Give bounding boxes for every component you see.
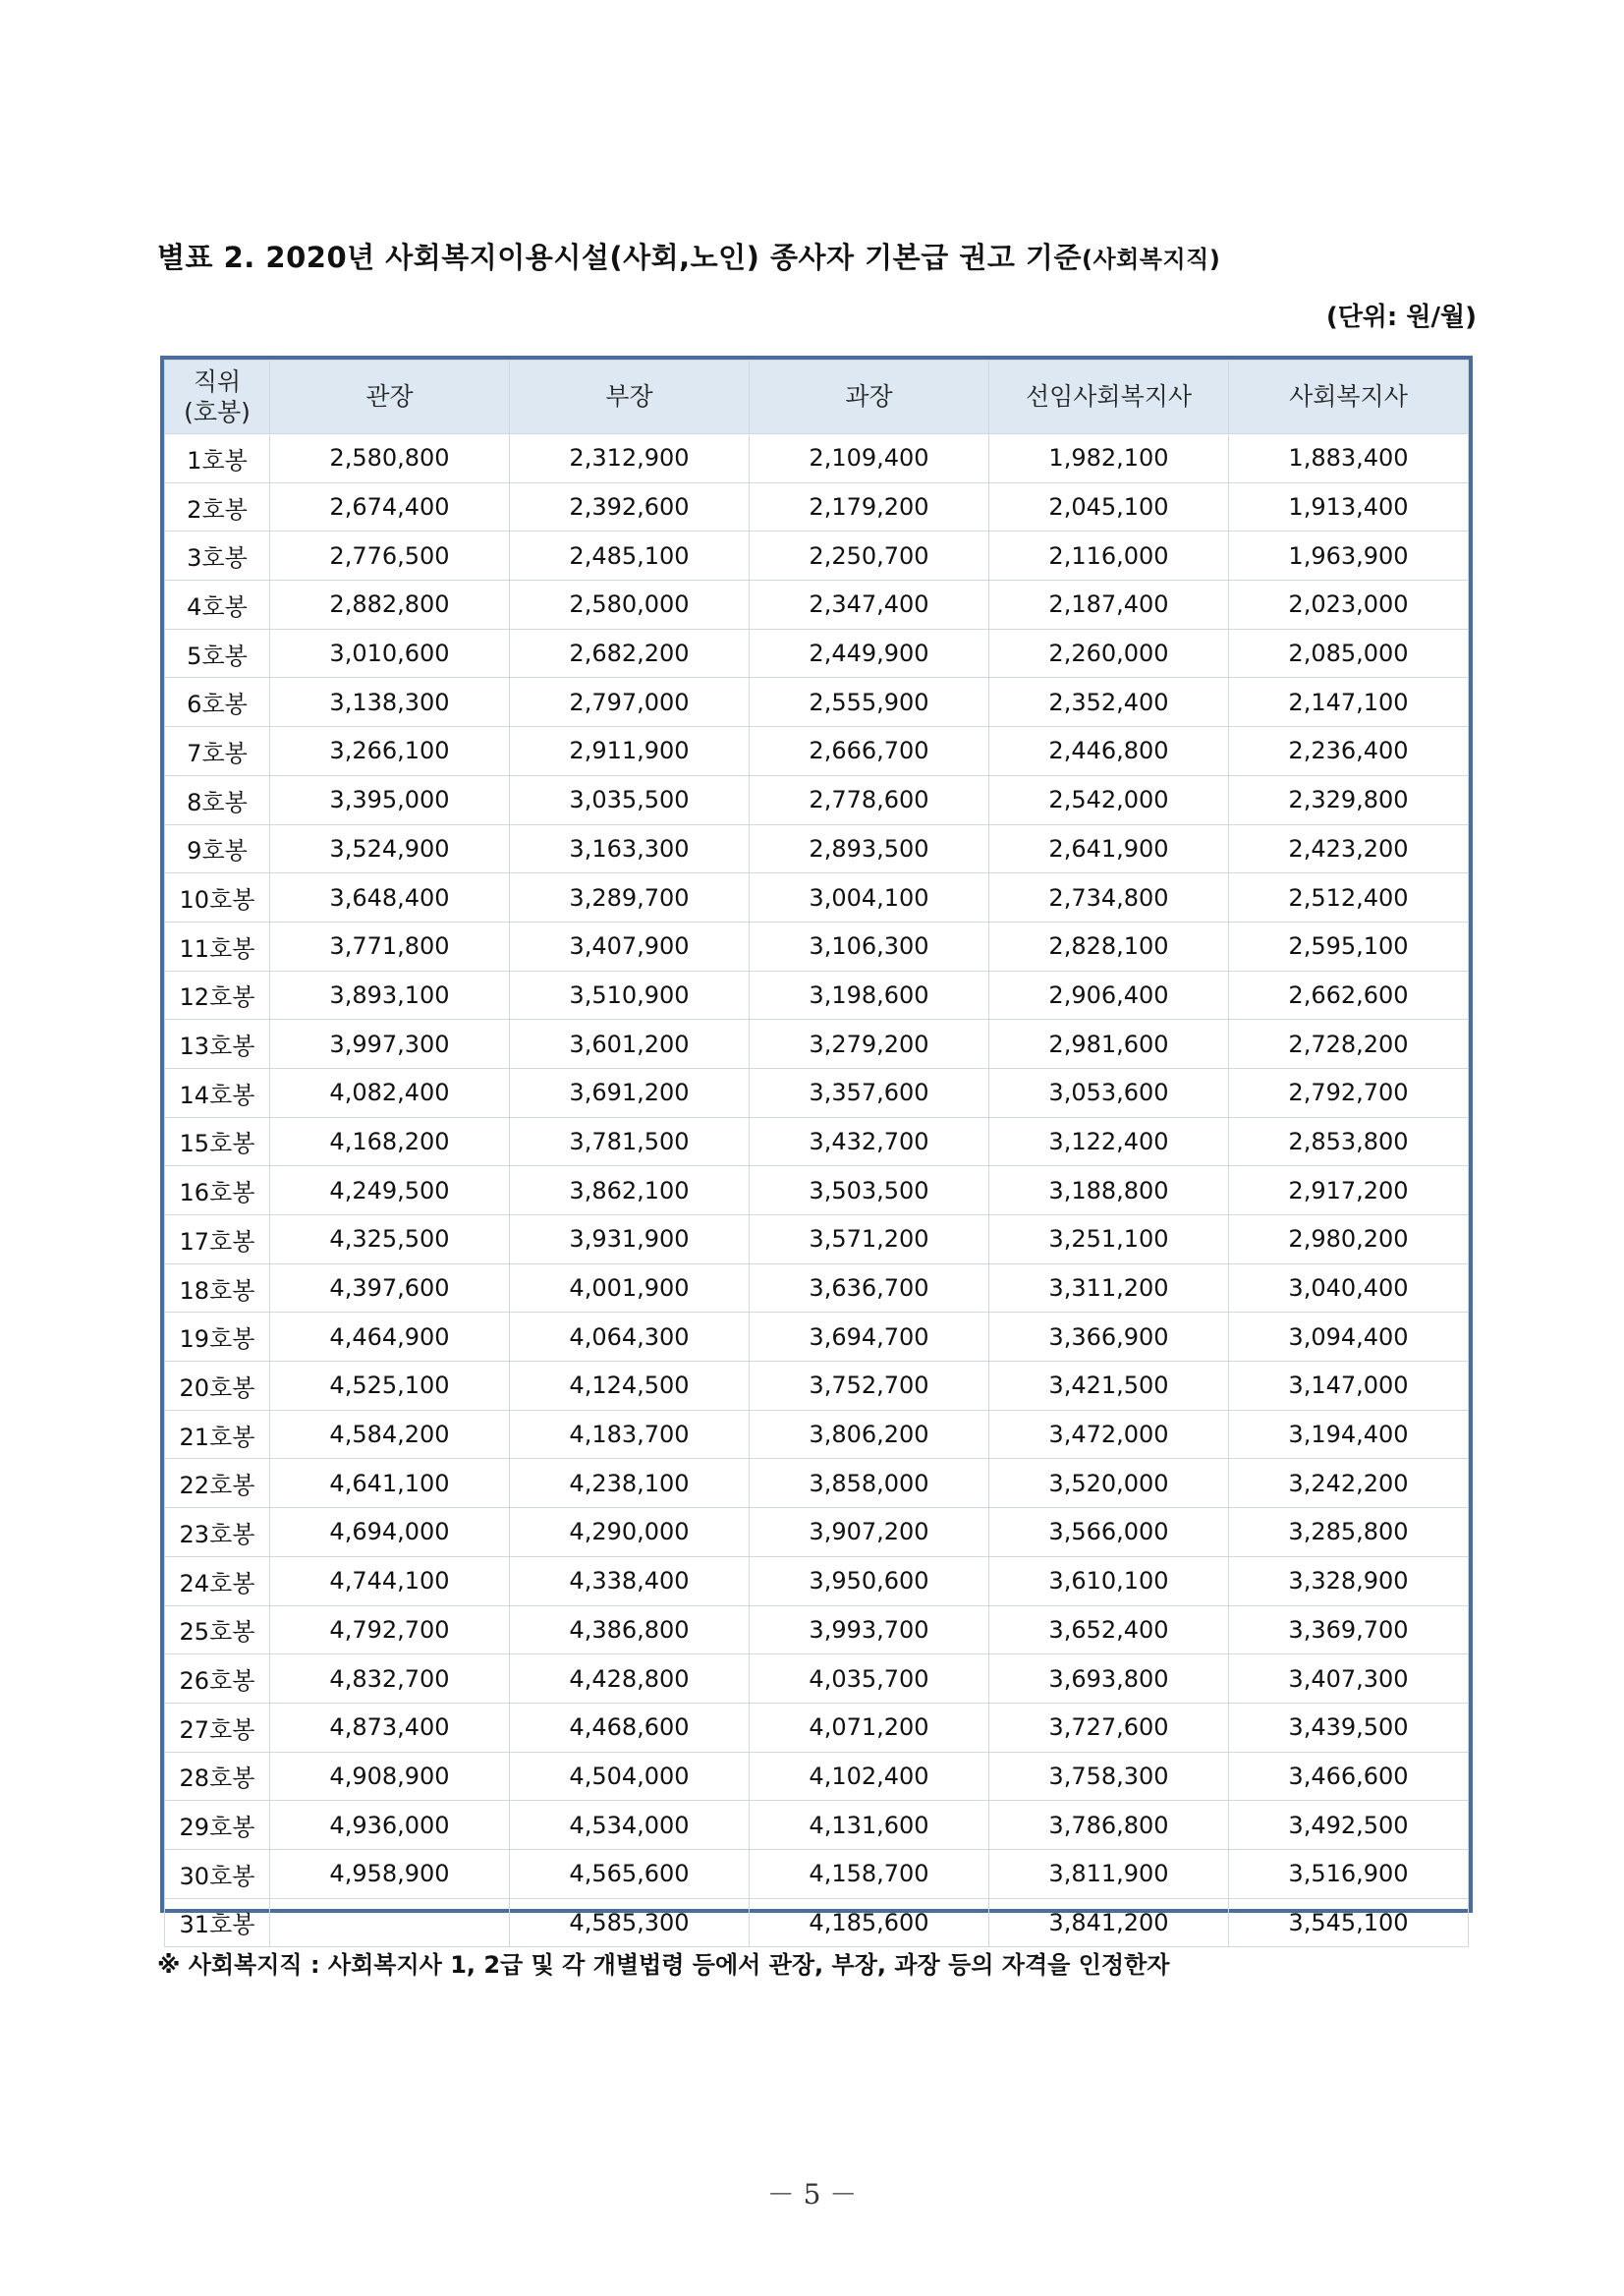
salary-cell: 2,147,100 — [1229, 678, 1469, 727]
rank-cell: 21호봉 — [165, 1410, 270, 1459]
salary-cell: 3,993,700 — [750, 1605, 989, 1654]
salary-cell: 2,236,400 — [1229, 727, 1469, 776]
rank-cell: 13호봉 — [165, 1020, 270, 1069]
salary-cell: 2,023,000 — [1229, 581, 1469, 630]
salary-cell: 4,338,400 — [510, 1556, 750, 1605]
salary-cell: 3,601,200 — [510, 1020, 750, 1069]
salary-cell: 3,285,800 — [1229, 1508, 1469, 1557]
salary-cell: 3,520,000 — [989, 1459, 1229, 1508]
salary-cell: 4,504,000 — [510, 1752, 750, 1801]
rank-cell: 15호봉 — [165, 1117, 270, 1166]
rank-cell: 4호봉 — [165, 581, 270, 630]
salary-cell: 3,366,900 — [989, 1313, 1229, 1362]
salary-cell: 3,931,900 — [510, 1215, 750, 1264]
salary-cell: 4,832,700 — [270, 1654, 510, 1704]
salary-cell: 4,744,100 — [270, 1556, 510, 1605]
table-row — [165, 1020, 1469, 1069]
salary-table-frame — [160, 356, 1473, 1939]
salary-cell: 3,198,600 — [750, 971, 989, 1020]
table-row — [165, 873, 1469, 923]
salary-cell: 4,185,600 — [750, 1898, 989, 1947]
salary-cell: 3,786,800 — [989, 1801, 1229, 1850]
salary-cell: 3,636,700 — [750, 1263, 989, 1313]
salary-cell: 3,395,000 — [270, 775, 510, 824]
table-row — [165, 482, 1469, 532]
salary-cell: 4,565,600 — [510, 1849, 750, 1898]
salary-cell: 2,853,800 — [1229, 1117, 1469, 1166]
salary-cell: 4,694,000 — [270, 1508, 510, 1557]
salary-cell: 2,917,200 — [1229, 1166, 1469, 1215]
table-row — [165, 434, 1469, 483]
salary-cell: 3,369,700 — [1229, 1605, 1469, 1654]
salary-cell: 4,249,500 — [270, 1166, 510, 1215]
salary-cell: 3,251,100 — [989, 1215, 1229, 1264]
salary-cell: 2,641,900 — [989, 824, 1229, 873]
header-col-2: 과장 — [750, 361, 989, 434]
salary-cell: 3,163,300 — [510, 824, 750, 873]
table-row — [165, 1508, 1469, 1557]
table-row — [165, 824, 1469, 873]
salary-cell: 4,131,600 — [750, 1801, 989, 1850]
salary-cell: 3,439,500 — [1229, 1703, 1469, 1752]
table-row — [165, 1263, 1469, 1313]
table-row — [165, 1117, 1469, 1166]
table-row — [165, 1215, 1469, 1264]
salary-cell: 3,907,200 — [750, 1508, 989, 1557]
salary-cell: 3,492,500 — [1229, 1801, 1469, 1850]
salary-cell: 2,109,400 — [750, 434, 989, 483]
rank-cell: 18호봉 — [165, 1263, 270, 1313]
salary-cell: 3,194,400 — [1229, 1410, 1469, 1459]
salary-cell: 2,828,100 — [989, 922, 1229, 971]
salary-cell: 3,693,800 — [989, 1654, 1229, 1704]
salary-cell: 2,580,800 — [270, 434, 510, 483]
salary-cell: 4,525,100 — [270, 1362, 510, 1411]
rank-cell: 6호봉 — [165, 678, 270, 727]
table-row — [165, 532, 1469, 581]
salary-cell: 4,584,200 — [270, 1410, 510, 1459]
header-col-4: 사회복지사 — [1229, 361, 1469, 434]
rank-cell: 29호봉 — [165, 1801, 270, 1850]
rank-cell: 9호봉 — [165, 824, 270, 873]
salary-cell: 3,610,100 — [989, 1556, 1229, 1605]
salary-cell: 2,449,900 — [750, 629, 989, 678]
table-row — [165, 1654, 1469, 1704]
rank-cell: 20호봉 — [165, 1362, 270, 1411]
salary-cell: 3,138,300 — [270, 678, 510, 727]
salary-cell: 3,727,600 — [989, 1703, 1229, 1752]
rank-cell: 5호봉 — [165, 629, 270, 678]
table-row — [165, 1410, 1469, 1459]
salary-cell: 3,806,200 — [750, 1410, 989, 1459]
table-row — [165, 629, 1469, 678]
salary-cell: 3,407,900 — [510, 922, 750, 971]
salary-cell: 3,242,200 — [1229, 1459, 1469, 1508]
salary-cell: 4,325,500 — [270, 1215, 510, 1264]
salary-cell: 1,913,400 — [1229, 482, 1469, 532]
salary-cell: 2,882,800 — [270, 581, 510, 630]
salary-cell: 2,555,900 — [750, 678, 989, 727]
salary-cell: 3,289,700 — [510, 873, 750, 923]
salary-cell: 2,512,400 — [1229, 873, 1469, 923]
salary-cell: 2,906,400 — [989, 971, 1229, 1020]
salary-cell: 2,776,500 — [270, 532, 510, 581]
salary-cell: 2,085,000 — [1229, 629, 1469, 678]
salary-cell: 2,792,700 — [1229, 1068, 1469, 1117]
salary-table — [164, 360, 1469, 1947]
header-rank: 직위 (호봉) — [165, 361, 270, 434]
salary-cell: 3,466,600 — [1229, 1752, 1469, 1801]
salary-cell: 4,428,800 — [510, 1654, 750, 1704]
page-number: － 5 － — [766, 2178, 858, 2211]
salary-cell: 2,116,000 — [989, 532, 1229, 581]
rank-cell: 3호봉 — [165, 532, 270, 581]
salary-cell: 3,421,500 — [989, 1362, 1229, 1411]
rank-cell: 25호봉 — [165, 1605, 270, 1654]
unit-label: (단위: 원/월) — [1325, 303, 1477, 332]
footnote: ※ 사회복지직 : 사회복지사 1, 2급 및 각 개별법령 등에서 관장, 부장, 과장 등의 자격을 인정한자 — [157, 1951, 1170, 1979]
salary-cell: 2,312,900 — [510, 434, 750, 483]
salary-cell: 3,811,900 — [989, 1849, 1229, 1898]
salary-cell: 4,936,000 — [270, 1801, 510, 1850]
table-body — [165, 434, 1469, 1947]
salary-cell: 1,982,100 — [989, 434, 1229, 483]
salary-cell: 3,648,400 — [270, 873, 510, 923]
salary-cell: 3,147,000 — [1229, 1362, 1469, 1411]
salary-cell: 4,641,100 — [270, 1459, 510, 1508]
salary-cell — [270, 1898, 510, 1947]
title-main: 별표 2. 2020년 사회복지이용시설(사회,노인) 종사자 기본급 권고 기준 — [157, 241, 1082, 274]
salary-cell: 2,542,000 — [989, 775, 1229, 824]
salary-cell: 3,862,100 — [510, 1166, 750, 1215]
salary-cell: 2,666,700 — [750, 727, 989, 776]
salary-cell: 2,595,100 — [1229, 922, 1469, 971]
salary-cell: 3,122,400 — [989, 1117, 1229, 1166]
salary-cell: 4,464,900 — [270, 1313, 510, 1362]
rank-cell: 12호봉 — [165, 971, 270, 1020]
table-row — [165, 922, 1469, 971]
salary-cell: 3,472,000 — [989, 1410, 1229, 1459]
rank-cell: 11호봉 — [165, 922, 270, 971]
salary-cell: 2,329,800 — [1229, 775, 1469, 824]
table-row — [165, 1362, 1469, 1411]
salary-cell: 2,728,200 — [1229, 1020, 1469, 1069]
table-row — [165, 1801, 1469, 1850]
salary-cell: 3,571,200 — [750, 1215, 989, 1264]
table-row — [165, 1752, 1469, 1801]
salary-cell: 3,040,400 — [1229, 1263, 1469, 1313]
salary-cell: 3,106,300 — [750, 922, 989, 971]
table-row — [165, 1068, 1469, 1117]
salary-cell: 2,980,200 — [1229, 1215, 1469, 1264]
salary-cell: 3,545,100 — [1229, 1898, 1469, 1947]
header-col-3: 선임사회복지사 — [989, 361, 1229, 434]
salary-cell: 2,981,600 — [989, 1020, 1229, 1069]
rank-cell: 23호봉 — [165, 1508, 270, 1557]
salary-cell: 2,392,600 — [510, 482, 750, 532]
salary-cell: 2,485,100 — [510, 532, 750, 581]
rank-cell: 7호봉 — [165, 727, 270, 776]
salary-cell: 4,183,700 — [510, 1410, 750, 1459]
salary-cell: 3,893,100 — [270, 971, 510, 1020]
salary-cell: 2,352,400 — [989, 678, 1229, 727]
salary-cell: 2,682,200 — [510, 629, 750, 678]
salary-cell: 3,004,100 — [750, 873, 989, 923]
salary-cell: 2,250,700 — [750, 532, 989, 581]
salary-cell: 3,771,800 — [270, 922, 510, 971]
salary-cell: 4,158,700 — [750, 1849, 989, 1898]
salary-cell: 4,908,900 — [270, 1752, 510, 1801]
salary-cell: 3,053,600 — [989, 1068, 1229, 1117]
salary-cell: 2,179,200 — [750, 482, 989, 532]
salary-cell: 1,883,400 — [1229, 434, 1469, 483]
rank-cell: 26호봉 — [165, 1654, 270, 1704]
rank-cell: 8호봉 — [165, 775, 270, 824]
salary-cell: 4,873,400 — [270, 1703, 510, 1752]
salary-cell: 2,580,000 — [510, 581, 750, 630]
salary-cell: 3,094,400 — [1229, 1313, 1469, 1362]
salary-cell: 4,071,200 — [750, 1703, 989, 1752]
salary-cell: 4,397,600 — [270, 1263, 510, 1313]
salary-cell: 2,893,500 — [750, 824, 989, 873]
salary-cell: 4,958,900 — [270, 1849, 510, 1898]
salary-cell: 3,432,700 — [750, 1117, 989, 1166]
table-row — [165, 1849, 1469, 1898]
salary-cell: 3,510,900 — [510, 971, 750, 1020]
salary-cell: 2,187,400 — [989, 581, 1229, 630]
rank-cell: 31호봉 — [165, 1898, 270, 1947]
header-col-0: 관장 — [270, 361, 510, 434]
salary-cell: 3,781,500 — [510, 1117, 750, 1166]
salary-cell: 2,423,200 — [1229, 824, 1469, 873]
salary-cell: 4,534,000 — [510, 1801, 750, 1850]
salary-cell: 3,357,600 — [750, 1068, 989, 1117]
salary-cell: 4,168,200 — [270, 1117, 510, 1166]
rank-cell: 27호봉 — [165, 1703, 270, 1752]
rank-cell: 10호봉 — [165, 873, 270, 923]
salary-cell: 3,279,200 — [750, 1020, 989, 1069]
salary-cell: 3,516,900 — [1229, 1849, 1469, 1898]
table-row — [165, 678, 1469, 727]
salary-cell: 3,503,500 — [750, 1166, 989, 1215]
table-row — [165, 581, 1469, 630]
title-suffix: (사회복지직) — [1081, 246, 1221, 273]
salary-cell: 3,858,000 — [750, 1459, 989, 1508]
salary-cell: 2,260,000 — [989, 629, 1229, 678]
salary-cell: 3,691,200 — [510, 1068, 750, 1117]
rank-cell: 19호봉 — [165, 1313, 270, 1362]
salary-cell: 1,963,900 — [1229, 532, 1469, 581]
salary-cell: 2,045,100 — [989, 482, 1229, 532]
salary-cell: 2,911,900 — [510, 727, 750, 776]
table-row — [165, 1703, 1469, 1752]
salary-cell: 3,997,300 — [270, 1020, 510, 1069]
rank-cell: 2호봉 — [165, 482, 270, 532]
salary-cell: 3,188,800 — [989, 1166, 1229, 1215]
salary-cell: 3,652,400 — [989, 1605, 1229, 1654]
salary-cell: 3,035,500 — [510, 775, 750, 824]
salary-cell: 3,266,100 — [270, 727, 510, 776]
table-row — [165, 727, 1469, 776]
table-row — [165, 971, 1469, 1020]
salary-cell: 3,328,900 — [1229, 1556, 1469, 1605]
header-col-1: 부장 — [510, 361, 750, 434]
salary-cell: 2,347,400 — [750, 581, 989, 630]
salary-cell: 2,674,400 — [270, 482, 510, 532]
salary-cell: 4,035,700 — [750, 1654, 989, 1704]
rank-cell: 30호봉 — [165, 1849, 270, 1898]
salary-cell: 2,734,800 — [989, 873, 1229, 923]
salary-cell: 4,001,900 — [510, 1263, 750, 1313]
table-row — [165, 1166, 1469, 1215]
salary-cell: 3,407,300 — [1229, 1654, 1469, 1704]
table-header-row — [165, 361, 1469, 434]
table-row — [165, 1313, 1469, 1362]
table-row — [165, 1898, 1469, 1947]
table-row — [165, 1459, 1469, 1508]
salary-cell: 3,841,200 — [989, 1898, 1229, 1947]
table-row — [165, 775, 1469, 824]
rank-cell: 28호봉 — [165, 1752, 270, 1801]
salary-cell: 4,238,100 — [510, 1459, 750, 1508]
table-row — [165, 1556, 1469, 1605]
table-row — [165, 1605, 1469, 1654]
salary-cell: 3,524,900 — [270, 824, 510, 873]
rank-cell: 22호봉 — [165, 1459, 270, 1508]
salary-cell: 4,082,400 — [270, 1068, 510, 1117]
table-title — [157, 236, 1220, 276]
salary-cell: 3,566,000 — [989, 1508, 1229, 1557]
rank-cell: 1호봉 — [165, 434, 270, 483]
salary-cell: 3,950,600 — [750, 1556, 989, 1605]
salary-cell: 2,662,600 — [1229, 971, 1469, 1020]
salary-cell: 2,446,800 — [989, 727, 1229, 776]
salary-cell: 4,290,000 — [510, 1508, 750, 1557]
salary-cell: 4,124,500 — [510, 1362, 750, 1411]
rank-cell: 17호봉 — [165, 1215, 270, 1264]
salary-cell: 3,758,300 — [989, 1752, 1229, 1801]
salary-cell: 2,797,000 — [510, 678, 750, 727]
salary-cell: 3,752,700 — [750, 1362, 989, 1411]
salary-cell: 2,778,600 — [750, 775, 989, 824]
salary-cell: 4,386,800 — [510, 1605, 750, 1654]
salary-cell: 4,468,600 — [510, 1703, 750, 1752]
salary-cell: 4,792,700 — [270, 1605, 510, 1654]
salary-cell: 3,010,600 — [270, 629, 510, 678]
salary-cell: 4,064,300 — [510, 1313, 750, 1362]
salary-cell: 4,102,400 — [750, 1752, 989, 1801]
rank-cell: 24호봉 — [165, 1556, 270, 1605]
salary-cell: 3,694,700 — [750, 1313, 989, 1362]
salary-cell: 3,311,200 — [989, 1263, 1229, 1313]
rank-cell: 16호봉 — [165, 1166, 270, 1215]
rank-cell: 14호봉 — [165, 1068, 270, 1117]
salary-cell: 4,585,300 — [510, 1898, 750, 1947]
